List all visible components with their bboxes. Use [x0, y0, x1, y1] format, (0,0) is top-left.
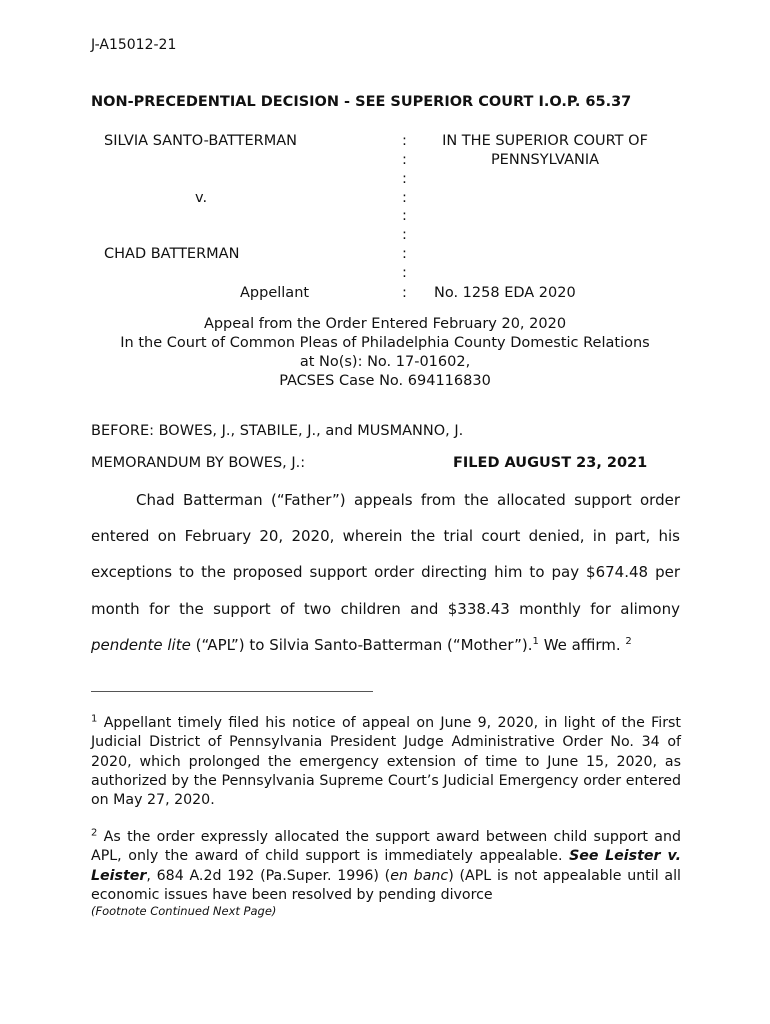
- body-text: We affirm.: [538, 636, 626, 654]
- caption-colon: :: [402, 190, 407, 206]
- caption-colon: :: [402, 133, 407, 149]
- footnote-2: [91, 828, 681, 905]
- memorandum-author: MEMORANDUM BY BOWES, J.:: [91, 455, 306, 471]
- defendant-name: CHAD BATTERMAN: [104, 246, 240, 262]
- caption-colon: :: [402, 285, 407, 301]
- footnote-mark: 1: [91, 713, 98, 725]
- before-panel: BEFORE: BOWES, J., STABILE, J., and MUSMANNO, J.: [91, 423, 464, 439]
- versus-label: v.: [195, 190, 208, 206]
- caption-colon: :: [402, 171, 407, 187]
- decision-heading: NON-PRECEDENTIAL DECISION - SEE SUPERIOR COURT I.O.P. 65.37: [91, 94, 632, 110]
- footnote-continued: (Footnote Continued Next Page): [91, 904, 277, 918]
- footnote-ref-1: 1: [532, 636, 539, 647]
- signal-see: See: [569, 848, 599, 865]
- body-line: entered on February 20, 2020, wherein the trial court denied, in part, his: [91, 527, 680, 545]
- court-name-line1: IN THE SUPERIOR COURT OF: [442, 133, 648, 149]
- footnote-text: Appellant timely filed his notice of appeal on June 9, 2020, in light of the First Judicial District of Pennsylvania President Judge Administrative Order No. 34 of 2020, which prolonged the emergency extension of time to June 15, 2020, as authorized by the Pennsylvania Supreme Court’s Judicial Emergency order entered on May 27, 2020.: [91, 715, 681, 809]
- appeal-line-1: Appeal from the Order Entered February 20, 2020: [203, 316, 567, 332]
- footnote-mark: 2: [91, 827, 98, 839]
- caption-colon: :: [402, 246, 407, 262]
- body-line: Chad Batterman (“Father”) appeals from the allocated support order: [136, 491, 680, 509]
- caption-colon: :: [402, 152, 407, 168]
- docket-number: No. 1258 EDA 2020: [434, 285, 576, 301]
- appeal-line-2: In the Court of Common Pleas of Philadelphia County Domestic Relations: [120, 335, 650, 351]
- footnote-text: , 684 A.2d 192 (Pa.Super. 1996) (: [146, 867, 391, 884]
- case-name: Leister v. Leister: [91, 848, 682, 884]
- footnote-text: As the order expressly allocated the support award between child support and APL, only the award of child support is immediately appealable.: [91, 829, 681, 865]
- document-id: J-A15012-21: [91, 37, 177, 53]
- body-line: month for the support of two children and $338.43 monthly for alimony: [91, 600, 680, 618]
- plaintiff-name: SILVIA SANTO-BATTERMAN: [104, 133, 298, 149]
- footnote-1: [91, 714, 681, 810]
- footnote-ref-2: 2: [625, 636, 632, 647]
- filed-date: FILED AUGUST 23, 2021: [453, 455, 648, 471]
- party-role: Appellant: [240, 285, 310, 301]
- body-line: exceptions to the proposed support order directing him to pay $674.48 per: [91, 563, 680, 581]
- footnote-text: ) (APL is not appealable until all economic issues have been resolved by pending divorce: [91, 867, 681, 903]
- caption-colon: :: [402, 208, 407, 224]
- court-name-line2: PENNSYLVANIA: [490, 152, 600, 168]
- appeal-line-3: at No(s): No. 17-01602,: [299, 354, 471, 370]
- caption-colon: :: [402, 227, 407, 243]
- caption-colon: :: [402, 265, 407, 281]
- footnote-divider: [91, 691, 373, 692]
- appeal-line-4: PACSES Case No. 694116830: [279, 373, 491, 389]
- body-text: (“APL”) to Silvia Santo-Batterman (“Mother”).: [190, 636, 533, 654]
- latin-term: pendente lite: [91, 636, 191, 654]
- body-line: [91, 636, 680, 654]
- en-banc: en banc: [390, 867, 449, 884]
